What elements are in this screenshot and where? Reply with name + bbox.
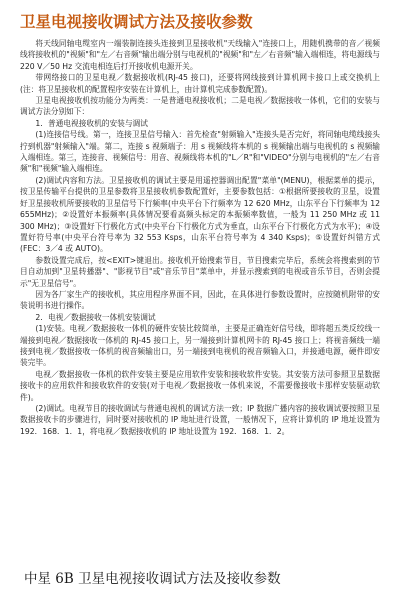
paragraph: 因为各厂家生产的接收机，其应用程序界面不同，因此，在具体进行参数设置时，应按随机附带的安装说明书进行操作。 [20,289,380,311]
paragraph: 参数设置完成后，按<EXIT>键退出。接收机开始搜索节目，节目搜索完毕后，系统会将搜索到的节目自动加到"卫星转播器"、"影视节目"或"音乐节目"菜单中，并显示搜索到的电视或音乐节目，否则会提示"无卫星信号"。 [20,255,380,288]
document-title: 卫星电视接收调试方法及接收参数 [20,12,253,31]
paragraph: 卫星电视接收机按功能分为两类：一是普通电视接收机；二是电视／数据接收一体机，它们的安装与调试方法分别如下： [20,96,380,117]
next-article-heading: 中星 6B 卫星电视接收调试方法及接收参数 [24,571,281,587]
section-heading: 1．普通电视接收机的安装与调试 [35,118,148,128]
section-heading: 2．电视／数据接收一体机安装调试 [35,312,156,322]
paragraph: (2)调试。电视节目的接收调试与普通电视机的调试方法一致；IP 数据广播内容的接收调试要按照卫星数据接收卡的步骤进行，同时要对接收机的 IP 地址进行设置，一般情况下，应将计算机的 IP 地址设置为 192．168．1．1，将电视／数据接收机的 IP 地址设置为 192．168．1．2。 [20,404,380,436]
paragraph: 电视／数据接收一体机的软件安装主要是应用软件安装和接收软件安装。其安装方法可参照卫星数据接收卡的应用软件和接收软件的安装(对于电视／数据接收一体机来说，不需要像接收卡那样安装驱动软件)。 [20,369,380,402]
document-body [20,38,380,437]
paragraph: 将天线同轴电缆室内一端装制连接头连接到卫星接收机"天线输入"连接口上，用随机携带的音／视频线将接收机的"视频"和"左／右音频"输出端分别与电视机的"视频"和"左／右音频"输入端相连，将电源线与220 V／50 Hz 交流电相连后打开接收机电源开关。 [20,39,380,71]
paragraph: 带网络接口的卫星电视／数据接收机(RJ-45 接口)，还要将网线接到计算机网卡接口上或交换机上(注：将卫星接收机的配置程序安装在计算机上，由计算机完成参数配置)。 [20,73,380,94]
paragraph: (1)连接信号线。第一，连接卫星信号输入：首先检查"射频输入"连接头是否完好，将同轴电缆线接头拧到机器"射频输入"端。第二，连接 s 视频端子：用 s 视频线将本机的 s 视频输出端与电视机的 s 视频输入端相连。第三，连接音、视频信号：用音、视频线将本机的"L／R"和"VIDEO"分别与电视机的"左／右音频"和"视频"输入端相连。 [20,130,380,174]
paragraph: (1)安装。电视／数据接收一体机的硬件安装比较简单，主要是正确连好信号线，即将超五类反绞线一端接到电视／数据接收一体机的 RJ-45 接口上，另一端接到计算机网卡的 RJ-45 接口上；将视音频线一端接到电视／数据接收一体机的视音频输出口，另一端接到电视机的视音频输入口，并接通电源，硬件即安装完毕。 [20,324,380,368]
paragraph: (2)调试内容和方法。卫星接收机的调试主要是用遥控器调出配置"菜单"(MENU)，根据菜单的提示，按卫星传输平台提供的卫星参数将卫星接收机参数配置好，主要参数包括：①根据所要接收的卫星，设置好卫星接收机所要接收的卫星信号下行频率(中央平台下行频率为 12 620 MHz，山东平台下行频率为 12 655MHz)；②设置好本振频率(具体情况要看高频头标定的本振频率数值，一般为 11 250 MHz 或 11 300 MHz)；③设置好下行极化方式(中央平台下行极化方式为垂直，山东平台下行极化方式为水平)；④设置好符号率(中央平台符号率为 32 553 Ksps，山东平台符号率为 4 340 Ksps)；⑤设置好纠错方式(FEC：3／4 或 AUTO)。 [20,175,380,254]
